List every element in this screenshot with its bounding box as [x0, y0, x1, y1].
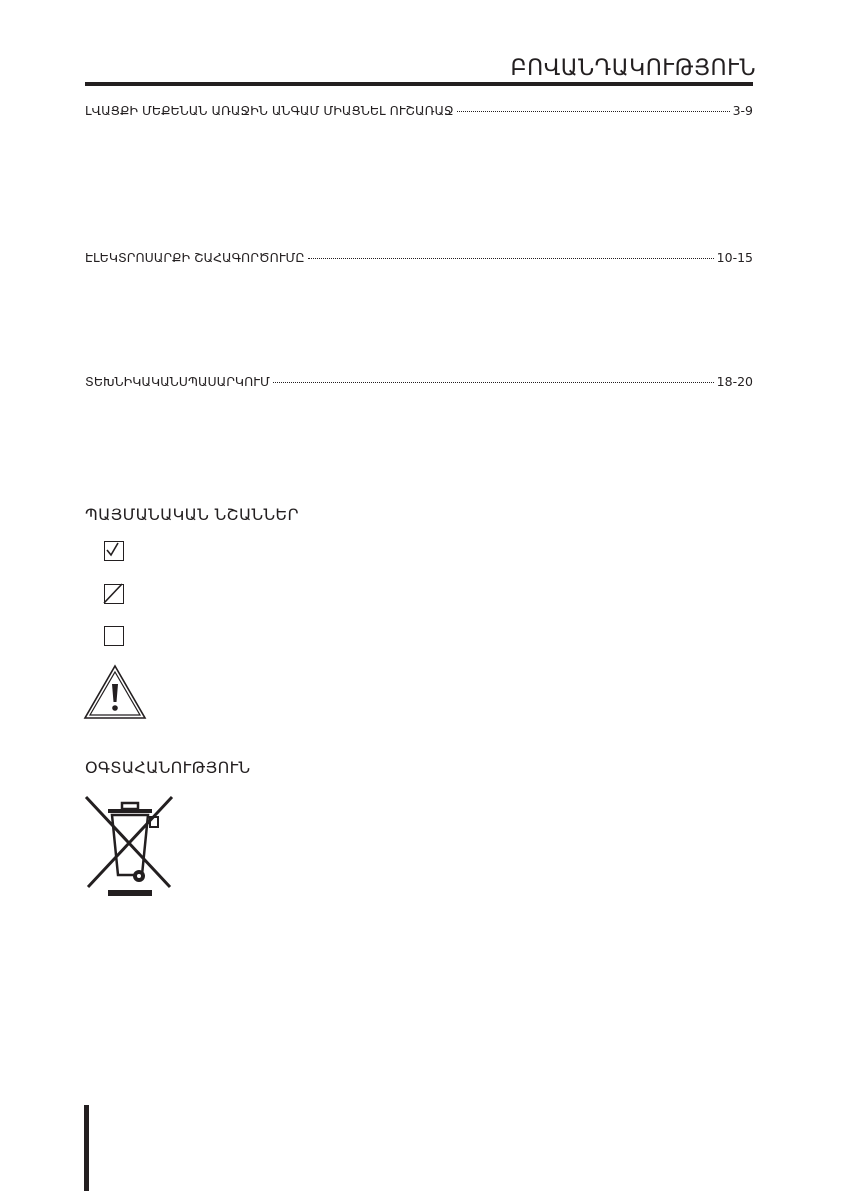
empty-box-icon [104, 626, 124, 646]
crossed-box-icon [104, 584, 124, 604]
page-edge-bar [84, 1105, 89, 1191]
checked-box-icon [104, 541, 124, 561]
crossed-out-wheelie-bin-icon [82, 795, 176, 897]
toc-entry-pages: 18-20 [716, 374, 753, 389]
toc-leader-dots [273, 382, 714, 383]
symbols-heading: ՊԱՅՄԱՆԱԿԱՆ ՆՇԱՆՆԵՐ [85, 505, 299, 524]
toc-entry-label: ԼՎԱՑՔԻ ՄԵՔԵՆԱՆ ԱՌԱՋԻՆ ԱՆԳԱՄ ՄԻԱՑՆԵԼ ՈՒՇԱՌԱՋ [85, 103, 454, 118]
page-title: ԲՈՎԱՆԴԱԿՈՒԹՅՈՒՆ [510, 56, 756, 81]
toc-leader-dots [457, 111, 730, 112]
toc-entry[interactable] [85, 250, 753, 265]
title-rule [85, 82, 753, 86]
toc-entry-label: ԷԼԵԿՏՐՈՍԱՐՔԻ ՇԱՀԱԳՈՐԾՈՒՄԸ [85, 250, 305, 265]
toc-entry[interactable] [85, 374, 753, 389]
warning-triangle-icon [83, 664, 147, 720]
toc-entry-label: ՏԵԽՆԻԿԱԿԱՆՍՊԱՍԱՐԿՈՒՄ [85, 374, 270, 389]
toc-entry-pages: 3-9 [732, 103, 753, 118]
toc-leader-dots [308, 258, 714, 259]
toc-entry[interactable] [85, 103, 753, 118]
help-heading: ՕԳՏԱՀԱՆՈՒԹՅՈՒՆ [85, 758, 251, 777]
toc-entry-pages: 10-15 [716, 250, 753, 265]
